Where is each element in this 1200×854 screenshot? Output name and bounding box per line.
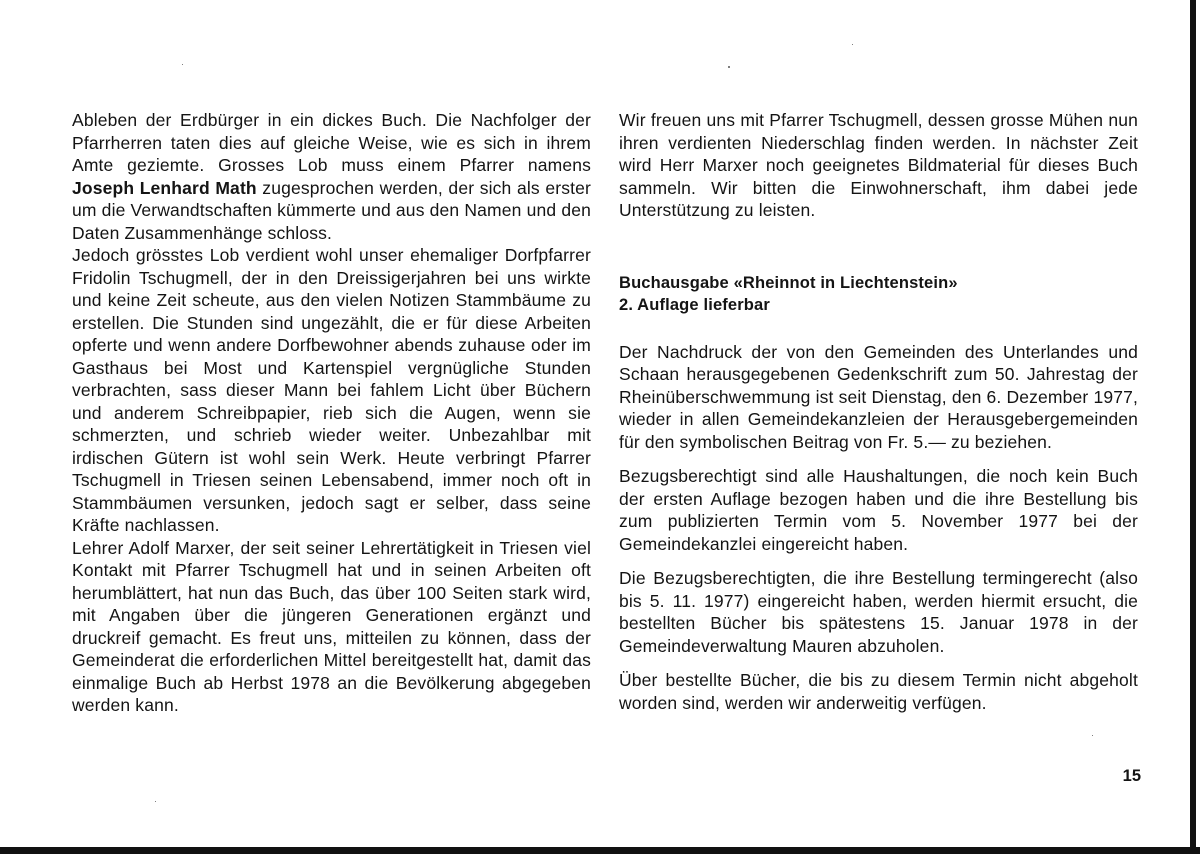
right-column (619, 109, 1138, 726)
scan-speck (852, 44, 853, 45)
right-paragraph-2: Der Nachdruck der von den Gemeinden des Unterlandes und Schaan herausgegebenen Gedenkschrift zum 50. Jahrestag der Rheinüberschwemmung ist seit Dienstag, den 6. Dezember 1977, wieder in allen Gemeindekanzleien der Herausgebergemeinden für den symbolischen Beitrag von Fr. 5.— zu beziehen. (619, 341, 1138, 452)
scan-border-right (1190, 0, 1196, 854)
right-paragraph-4: Die Bezugsberechtigten, die ihre Bestellung termingerecht (also bis 5. 11. 1977) eingereicht haben, werden hiermit ersucht, die bestellten Bücher bis spätestens 15. Januar 1978 in der Gemeindeverwaltung Mauren abzuholen. (619, 568, 1138, 656)
left-column (72, 109, 591, 717)
section-heading-line-1: Buchausgabe «Rheinnot in Liechtenstein» (619, 273, 958, 292)
pastor-name-bold: Joseph Lenhard Math (72, 177, 257, 198)
page-number: 15 (1122, 767, 1141, 785)
left-paragraph-1-end: zugesprochen werden, der sich als erster um die Verwandtschaften kümmerte und aus den Namen und den Daten Zusammenhänge schloss. (72, 177, 591, 243)
section-heading-line-2: 2. Auflage lieferbar (619, 296, 770, 314)
left-paragraph-1 (72, 109, 591, 244)
scan-speck (182, 64, 183, 65)
section-heading (619, 272, 1138, 317)
left-paragraph-1-start: Ableben der Erdbürger in ein dickes Buch. Die Nachfolger der Pfarrherren taten dies auf gleiche Weise, wie es sich in ihrem Amte geziemte. Grosses Lob muss einem Pfarrer namens (72, 110, 591, 175)
scan-border-bottom (0, 847, 1200, 854)
scan-speck (155, 801, 156, 802)
right-paragraph-1: Wir freuen uns mit Pfarrer Tschugmell, dessen grosse Mühen nun ihren verdienten Niederschlag finden werden. In nächster Zeit wird Herr Marxer noch geeignetes Bildmaterial für dieses Buch sammeln. Wir bitten die Einwohnerschaft, ihm dabei jede Unterstützung zu leisten. (619, 110, 1138, 220)
scan-speck (728, 66, 730, 68)
right-paragraph-5: Über bestellte Bücher, die bis zu diesem Termin nicht abgeholt worden sind, werden wir anderweitig verfügen. (619, 670, 1138, 713)
right-paragraph-3: Bezugsberechtigt sind alle Haushaltungen, die noch kein Buch der ersten Auflage bezogen haben und die ihre Bestellung bis zum publizierten Termin vom 5. November 1977 bei der Gemeindekanzlei eingereicht haben. (619, 466, 1138, 554)
left-paragraph-2: Jedoch grösstes Lob verdient wohl unser ehemaliger Dorfpfarrer Fridolin Tschugmell, der in den Dreissigerjahren bei uns wirkte und keine Zeit scheute, aus den vielen Notizen Stammbäume zu erstellen. Die Stunden sind ungezählt, die er für diese Arbeiten opferte und wenn andere Dorfbewohner abends zuhause oder im Gasthaus bei Most und Kartenspiel vergnügliche Stunden verbrachten, sass dieser Mann bei fahlem Licht über Büchern und anderem Schreibpapier, rieb sich die Augen, wenn sie schmerzten, und schrieb wieder weiter. Unbezahlbar mit irdischen Gütern ist wohl sein Werk. Heute verbringt Pfarrer Tschugmell in Triesen seinen Lebensabend, immer noch oft in Stammbäumen versunken, jedoch sagt er selber, dass seine Kräfte nachlassen. (72, 245, 591, 535)
scan-speck (1092, 735, 1093, 736)
left-paragraph-3: Lehrer Adolf Marxer, der seit seiner Lehrertätigkeit in Triesen viel Kontakt mit Pfarrer Tschugmell hat und in seinen Arbeiten oft herumblättert, hat nun das Buch, das über 100 Seiten stark wird, mit Angaben über die jüngeren Generationen ergänzt und druckreif gemacht. Es freut uns, mitteilen zu können, dass der Gemeinderat die erforderlichen Mittel bereitgestellt hat, damit das einmalige Buch ab Herbst 1978 an die Bevölkerung abgegeben werden kann. (72, 537, 591, 715)
